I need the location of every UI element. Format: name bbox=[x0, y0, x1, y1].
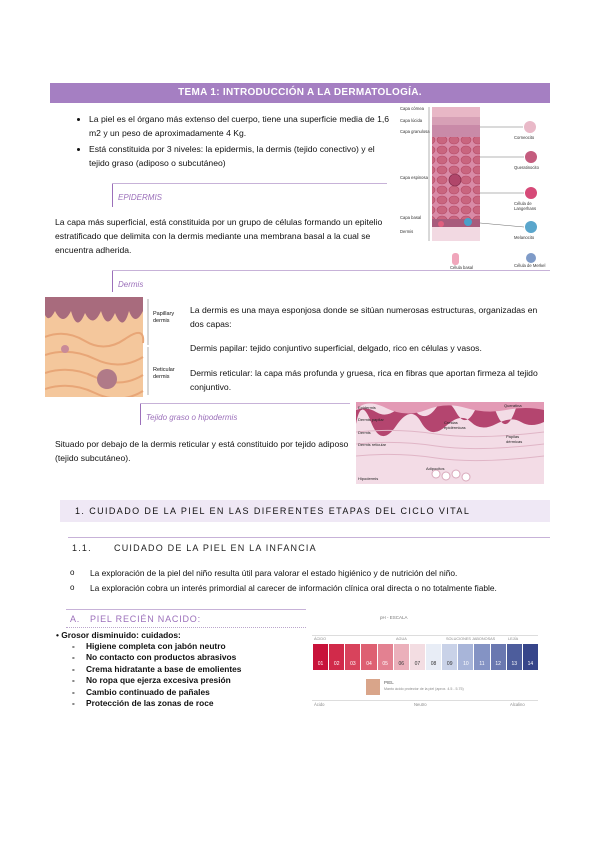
dermis-papilar: Dermis papilar: tejido conjuntivo superficial, delgado, rico en células y vasos. bbox=[190, 343, 482, 353]
ph-swatch-13: 13 bbox=[507, 644, 522, 670]
cuidado-item: - Higiene completa con jabón neutro bbox=[68, 641, 241, 652]
infancia-item: o La exploración de la piel del niño resulta útil para valorar el estado higiénico y de nutrición del niño. bbox=[70, 566, 560, 581]
hist-dermis: Dermis bbox=[358, 430, 371, 435]
skin-swatch bbox=[366, 679, 380, 695]
hist-dermis-reticular: Dermis reticular bbox=[358, 442, 387, 447]
label-melanocito: Melanocito bbox=[514, 235, 535, 240]
section1-1-heading: 1.1. CUIDADO DE LA PIEL EN LA INFANCIA bbox=[72, 543, 317, 553]
ph-swatch-14: 14 bbox=[523, 644, 538, 670]
label-papillary: Papillary dermis bbox=[153, 311, 175, 324]
hist-hipodermis: Hipodermis bbox=[358, 476, 379, 481]
label-reticular: Reticular dermis bbox=[153, 367, 175, 380]
ph-swatch-05: 05 bbox=[378, 644, 393, 670]
cuidado-item: - No ropa que ejerza excesiva presión bbox=[68, 675, 241, 686]
dermis-figure bbox=[45, 297, 185, 397]
epidermis-heading: EPIDERMIS bbox=[118, 193, 163, 202]
intro-bullets bbox=[72, 113, 397, 173]
section1-heading: 1. CUIDADO DE LA PIEL EN LAS DIFERENTES ETAPAS DEL CICLO VITAL bbox=[60, 500, 550, 522]
ph-swatch-03: 03 bbox=[345, 644, 360, 670]
cuidado-item: - Protección de las zonas de roce bbox=[68, 698, 241, 709]
intro-bullet: • La piel es el órgano más extenso del cuerpo, tiene una superficie media de 1,6 m2 y un peso de aproximadamente 4 Kg. bbox=[89, 113, 397, 140]
ph-swatch-07: 07 bbox=[410, 644, 425, 670]
ph-swatch-12: 12 bbox=[491, 644, 506, 670]
ph-label-jabonosas: SOLUCIONES JABONOSAS bbox=[446, 637, 496, 641]
dermis-reticular: Dermis reticular: la capa más profunda y gruesa, rica en fibras que aportan firmeza al tejido conjuntivo. bbox=[190, 368, 538, 392]
label-celula-basal: Célula basal bbox=[450, 265, 474, 270]
label-langerhans: Célula de Langerhans bbox=[514, 201, 537, 211]
hist-crestas: Crestas epidérmicas bbox=[444, 420, 466, 430]
dermis-intro: La dermis es una maya esponjosa donde se sitúan numerosas estructuras, organizadas en dos capas: bbox=[190, 305, 538, 329]
ph-skin-label: PIEL bbox=[384, 680, 394, 685]
ph-swatch-09: 09 bbox=[442, 644, 457, 670]
hist-adipocitos: Adipocitos bbox=[426, 466, 445, 471]
ph-label-lejia: LEJÍA bbox=[508, 637, 519, 641]
ph-swatch-02: 02 bbox=[329, 644, 344, 670]
ph-bottom-acido: Ácido bbox=[314, 702, 325, 707]
label-capa-cornea: Capa córnea bbox=[400, 106, 424, 111]
page-title: TEMA 1: INTRODUCCIÓN A LA DERMATOLOGÍA. bbox=[50, 83, 550, 103]
ph-swatch-08: 08 bbox=[426, 644, 441, 670]
ph-label-acido: ÁCIDO bbox=[314, 637, 327, 641]
epidermis-text: La capa más superficial, está constituida por un grupo de células formando un epitelio estratificado que delimita con la dermis mediante una membrana basal a la cual se encuentra adherida. bbox=[55, 217, 383, 255]
label-dermis: Dermis bbox=[400, 229, 414, 234]
hist-dermis-papilar: Dermis papilar bbox=[358, 417, 384, 422]
hist-papilas: Papilas dérmicas bbox=[506, 434, 523, 444]
hist-epidermis: Epidermis bbox=[358, 405, 376, 410]
hipodermis-heading: Tejido graso o hipodermis bbox=[146, 413, 238, 422]
label-capa-granulosa: Capa granulosa bbox=[400, 129, 430, 134]
ph-bottom-alcalino: Alcalino bbox=[510, 702, 525, 707]
cuidado-item: - Cambio continuado de pañales bbox=[68, 687, 241, 698]
ph-label-agua: AGUA bbox=[396, 637, 407, 641]
hipodermis-text: Situado por debajo de la dermis reticular y está constituido por tejido adiposo (tejido subcutáneo). bbox=[55, 439, 349, 463]
ph-swatch-01: 01 bbox=[313, 644, 328, 670]
hist-queratina: Queratina bbox=[504, 403, 522, 408]
ph-swatch-04: 04 bbox=[361, 644, 376, 670]
ph-skin-note: Manto ácido protector de la piel (aprox. 4.5 - 5.75) bbox=[384, 687, 464, 691]
histology-figure bbox=[356, 402, 544, 484]
label-corneocito: Corneocito bbox=[514, 135, 535, 140]
cuidado-item: - No contacto con productos abrasivos bbox=[68, 652, 241, 663]
dermis-heading: Dermis bbox=[118, 280, 144, 289]
label-queratinocito: Queratinocito bbox=[514, 165, 539, 170]
label-merkel: Célula de Merkel bbox=[514, 263, 546, 268]
ph-swatch-row bbox=[313, 644, 539, 670]
ph-swatch-10: 10 bbox=[458, 644, 473, 670]
infancia-list bbox=[70, 566, 560, 595]
grosor-lead: • Grosor disminuido: cuidados: bbox=[56, 630, 181, 640]
intro-bullet: • Está constituida por 3 niveles: la epidermis, la dermis (tejido conectivo) y el tejido graso (adiposo o subcutáneo) bbox=[89, 143, 397, 170]
recien-nacido-heading: A. PIEL RECIÉN NACIDO: bbox=[70, 614, 201, 624]
ph-swatch-11: 11 bbox=[474, 644, 489, 670]
ph-scale-figure bbox=[310, 613, 540, 708]
label-capa-espinosa: Capa espinosa bbox=[400, 175, 428, 180]
ph-bottom-neutro: Neutro bbox=[414, 702, 427, 707]
ph-title: pH - ESCALA bbox=[380, 615, 408, 620]
ph-swatch-06: 06 bbox=[394, 644, 409, 670]
infancia-item: o La exploración cobra un interés primordial al carecer de información clínica oral directa o no totalmente fiable. bbox=[70, 581, 560, 596]
cuidado-item: - Crema hidratante a base de emolientes bbox=[68, 664, 241, 675]
label-capa-basal: Capa basal bbox=[400, 215, 422, 220]
epidermis-figure bbox=[400, 105, 550, 270]
cuidados-list bbox=[68, 641, 241, 709]
label-capa-lucida: Capa lúcida bbox=[400, 118, 423, 123]
